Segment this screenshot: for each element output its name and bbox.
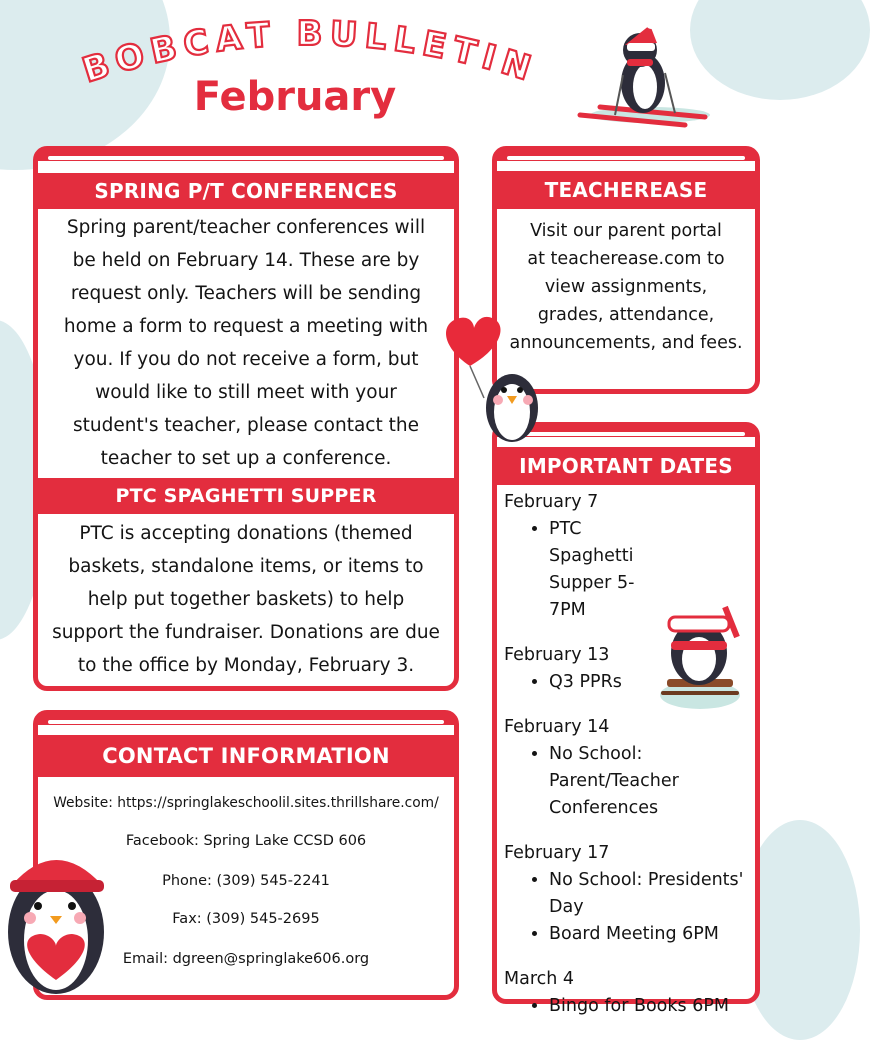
conferences-line: request only. Teachers will be sending [70,283,422,304]
date-label: February 17 [504,843,610,863]
teacherease-line: announcements, and fees. [509,333,743,353]
conferences-line: would like to still meet with your [95,382,397,403]
conferences-line: teacher to set up a conference. [100,448,392,469]
dates-card [492,422,760,1016]
dates-list [504,489,751,1020]
date-label: February 7 [504,492,599,512]
date-entry [504,714,751,822]
date-entry [504,966,751,1020]
conferences-card [33,146,459,691]
contact-fax: Fax: (309) 545-2695 [172,911,320,927]
conferences-line: home a form to request a meeting with [63,316,429,337]
contact-heading: CONTACT INFORMATION [38,735,454,777]
contact-phone[interactable]: Phone: (309) 545-2241 [162,873,330,889]
date-item: • Board Meeting 6PM [549,921,751,948]
penguin-sled-icon [655,597,745,712]
conferences-line: Spring parent/teacher conferences will [66,217,426,238]
conferences-line: you. If you do not receive a form, but [73,349,419,370]
contact-email[interactable]: Email: dgreen@springlake606.org [122,951,370,967]
conferences-heading: SPRING P/T CONFERENCES [38,173,454,209]
teacherease-heading: TEACHEREASE [497,171,755,209]
supper-line: baskets, standalone items, or items to [68,556,424,577]
bulletin-title: BOBCAT BULLETIN [77,13,543,90]
date-items [504,867,751,948]
contact-website[interactable]: Website: https://springlakeschoolil.sites.thrillshare.com/ [53,795,439,811]
supper-line: support the fundraiser. Donations are due [52,622,440,643]
date-item: • Bingo for Books 6PM [549,993,751,1020]
supper-body [38,517,454,682]
teacherease-line: at teacherease.com to [527,249,725,269]
date-entry [504,840,751,948]
teacherease-line: grades, attendance, [537,305,715,325]
penguin-skiing-icon [565,15,715,135]
date-items [504,993,751,1020]
supper-line: to the office by Monday, February 3. [77,655,415,676]
date-item: • No School: Presidents' Day [549,867,751,921]
date-label: March 4 [504,969,575,989]
date-item: • Q3 PPRs [549,669,751,696]
date-item: • PTC Spaghetti Supper 5-7PM [549,516,751,624]
date-label: February 13 [504,645,610,665]
supper-heading: PTC SPAGHETTI SUPPER [38,478,454,514]
supper-line: PTC is accepting donations (themed [79,523,413,544]
teacherease-line: Visit our parent portal [530,221,722,241]
conferences-line: student's teacher, please contact the [73,415,419,436]
background-blob-top-right [690,0,870,100]
date-items [504,741,751,822]
penguin-hat-heart-icon [2,840,114,1000]
conferences-body [38,211,454,475]
contact-facebook[interactable]: Facebook: Spring Lake CCSD 606 [125,833,367,849]
dates-heading: IMPORTANT DATES [497,447,755,485]
month-title: February [193,74,397,120]
card-top-strip [38,715,454,725]
conferences-line: be held on February 14. These are by [72,250,420,271]
date-item: • No School: Parent/Teacher Conferences [549,741,751,822]
supper-line: help put together baskets) to help [87,589,405,610]
teacherease-line: view assignments, [544,277,708,297]
heart-balloon-icon [446,317,500,366]
date-label: February 14 [504,717,610,737]
penguin-heart-balloon-icon [440,308,550,448]
card-top-strip [38,151,454,161]
card-top-strip [497,151,755,161]
